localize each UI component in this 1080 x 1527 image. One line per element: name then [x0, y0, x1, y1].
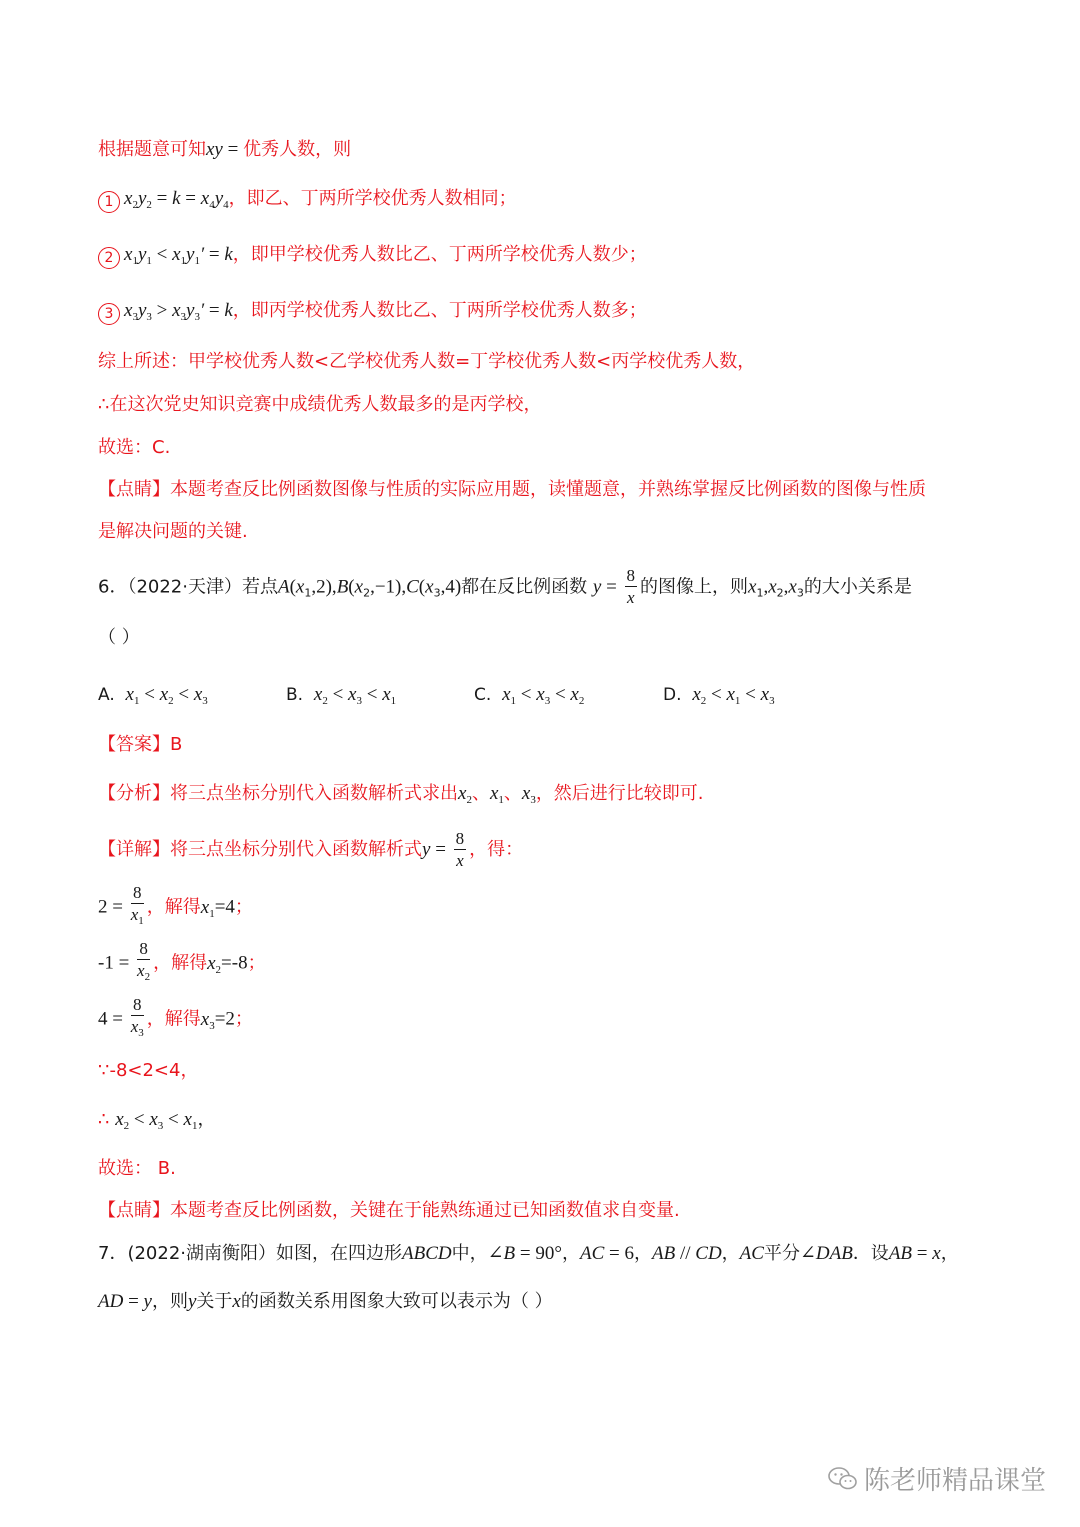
option-a[interactable]: A. $x_1 < x_2 < x_3$ [98, 684, 208, 707]
choose-b-line: 故选： B. [98, 1158, 176, 1179]
fraction: $\frac{8}{x_1}$ [130, 883, 144, 927]
circled-number: 1 [98, 191, 120, 213]
question-6: 6．（2022·天津）若点$A(x_1,2),B(x_2,-1),C(x_3,4)$都在反比例函数 y = $\frac{8}{x}$ 的图像上，则$x_1,x_2,x_3$的大小关系是 [98, 566, 912, 607]
watermark-text: 陈老师精品课堂 [863, 1466, 1046, 1496]
solution-1: 2 = $\frac{8}{x_1}$ ，解得$x_1=4$； [98, 883, 253, 936]
question-7-line-2: AD = y，则y关于x的函数关系用图象大致可以表示为（ ） [98, 1291, 553, 1312]
option-c[interactable]: C. $x_1 < x_3 < x_2$ [474, 684, 585, 707]
analysis-line: 【分析】将三点坐标分别代入函数解析式求出$x_2$、$x_1$、$x_3$，然后进行比较即可. [98, 783, 704, 806]
fraction: $\frac{8}{x}$ [626, 566, 636, 607]
because-line: ∵-8<2<4， [98, 1060, 199, 1081]
line-case-2: 2 $x_1y_1 < x_1y_1' = k$，即甲学校优秀人数比乙、丁两所学校优秀人数少； [98, 242, 647, 274]
line-conclusion: ∴在这次党史知识竞赛中成绩优秀人数最多的是丙学校， [98, 394, 542, 415]
answer-line: 【答案】B [98, 734, 183, 755]
answer-paren: （ ） [98, 627, 140, 648]
fraction: $\frac{8}{x_3}$ [130, 995, 144, 1039]
wechat-icon [828, 1466, 858, 1492]
line-tip-2: 是解决问题的关键. [98, 521, 248, 542]
fraction: $\frac{8}{x_2}$ [137, 939, 151, 983]
line-choose-c: 故选：C. [98, 437, 171, 458]
solution-2: -1 = $\frac{8}{x_2}$ ，解得$x_2=-8$； [98, 939, 266, 992]
circled-number: 3 [98, 303, 120, 325]
line-tip-1: 【点睛】本题考查反比例函数图像与性质的实际应用题，读懂题意，并熟练掌握反比例函数的图像与性质 [98, 479, 926, 500]
line-case-3: 3 $x_3y_3 > x_3y_3' = k$，即丙学校优秀人数比乙、丁两所学校优秀人数多； [98, 298, 647, 330]
option-d[interactable]: D. $x_2 < x_1 < x_3$ [663, 684, 775, 707]
circled-number: 2 [98, 247, 120, 269]
detail-line: 【详解】将三点坐标分别代入函数解析式y = $\frac{8}{x}$ ，得： [98, 828, 524, 870]
watermark [828, 1460, 1046, 1497]
option-b[interactable]: B. $x_2 < x_3 < x_1$ [286, 684, 397, 707]
line-summary: 综上所述：甲学校优秀人数<乙学校优秀人数=丁学校优秀人数<丙学校优秀人数， [98, 351, 756, 372]
tip-line: 【点睛】本题考查反比例函数，关键在于能熟练通过已知函数值求自变量. [98, 1200, 680, 1221]
solution-3: 4 = $\frac{8}{x_3}$ ，解得$x_3=2$； [98, 995, 253, 1048]
fraction: $\frac{8}{x}$ [455, 828, 465, 870]
line-case-1: 1 $x_2y_2 = k = x_4y_4$，即乙、丁两所学校优秀人数相同； [98, 186, 517, 218]
question-7-line-1: 7．(2022·湖南衡阳）如图，在四边形ABCD中，∠B = 90°，AC = 6，AB // CD，AC平分∠DAB．设AB = x， [98, 1243, 959, 1264]
therefore-line: ∴ $x_2 < x_3 < x_1$， [98, 1109, 216, 1132]
line-xy-meaning: 根据题意可知xy = 优秀人数，则 [98, 139, 352, 160]
